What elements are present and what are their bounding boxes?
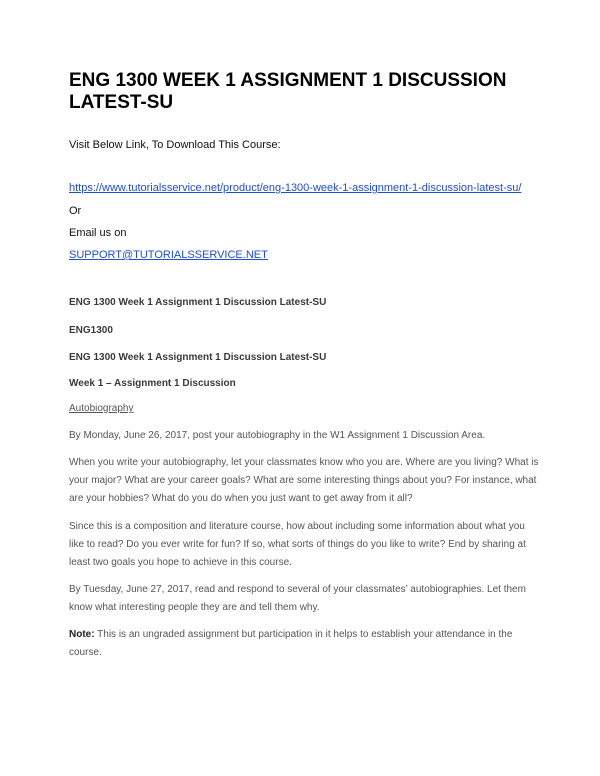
note-label: Note: <box>69 629 95 640</box>
course-link[interactable]: https://www.tutorialsservice.net/product/eng-1300-week-1-assignment-1-discussion-latest-su/ <box>69 182 522 194</box>
paragraph-note <box>69 626 539 662</box>
paragraph-literature: Since this is a composition and literature course, how about including some information about what you like to read? Do you ever write for fun? If so, what sorts of things do you like to write? End by sharing at least two goals you hope to achieve in this course. <box>69 521 526 568</box>
heading-course-title-repeat: ENG 1300 Week 1 Assignment 1 Discussion Latest-SU <box>69 352 327 363</box>
heading-course-code: ENG1300 <box>69 325 113 336</box>
heading-course-title: ENG 1300 Week 1 Assignment 1 Discussion Latest-SU <box>69 297 327 308</box>
note-text: This is an ungraded assignment but participation in it helps to establish your attendance in the course. <box>69 629 513 658</box>
heading-week: Week 1 – Assignment 1 Discussion <box>69 378 236 389</box>
or-text: Or <box>69 205 82 217</box>
support-email-link[interactable]: SUPPORT@TUTORIALSSERVICE.NET <box>69 249 268 261</box>
section-autobiography: Autobiography <box>69 403 134 414</box>
document-title: ENG 1300 WEEK 1 ASSIGNMENT 1 DISCUSSION LATEST-SU <box>69 70 507 113</box>
paragraph-deadline-post: By Monday, June 26, 2017, post your autobiography in the W1 Assignment 1 Discussion Area. <box>69 430 486 441</box>
email-intro: Email us on <box>69 227 127 239</box>
visit-text: Visit Below Link, To Download This Course: <box>69 139 281 151</box>
paragraph-instructions: When you write your autobiography, let your classmates know who you are. Where are you living? What is your major? What are your career goals? What are some interesting things about you? For instance, what are your hobbies? What do you do when you just want to get away from it all? <box>69 457 539 504</box>
paragraph-deadline-respond: By Tuesday, June 27, 2017, read and respond to several of your classmates’ autobiographies. Let them know what interesting people they are and tell them why. <box>69 584 526 613</box>
